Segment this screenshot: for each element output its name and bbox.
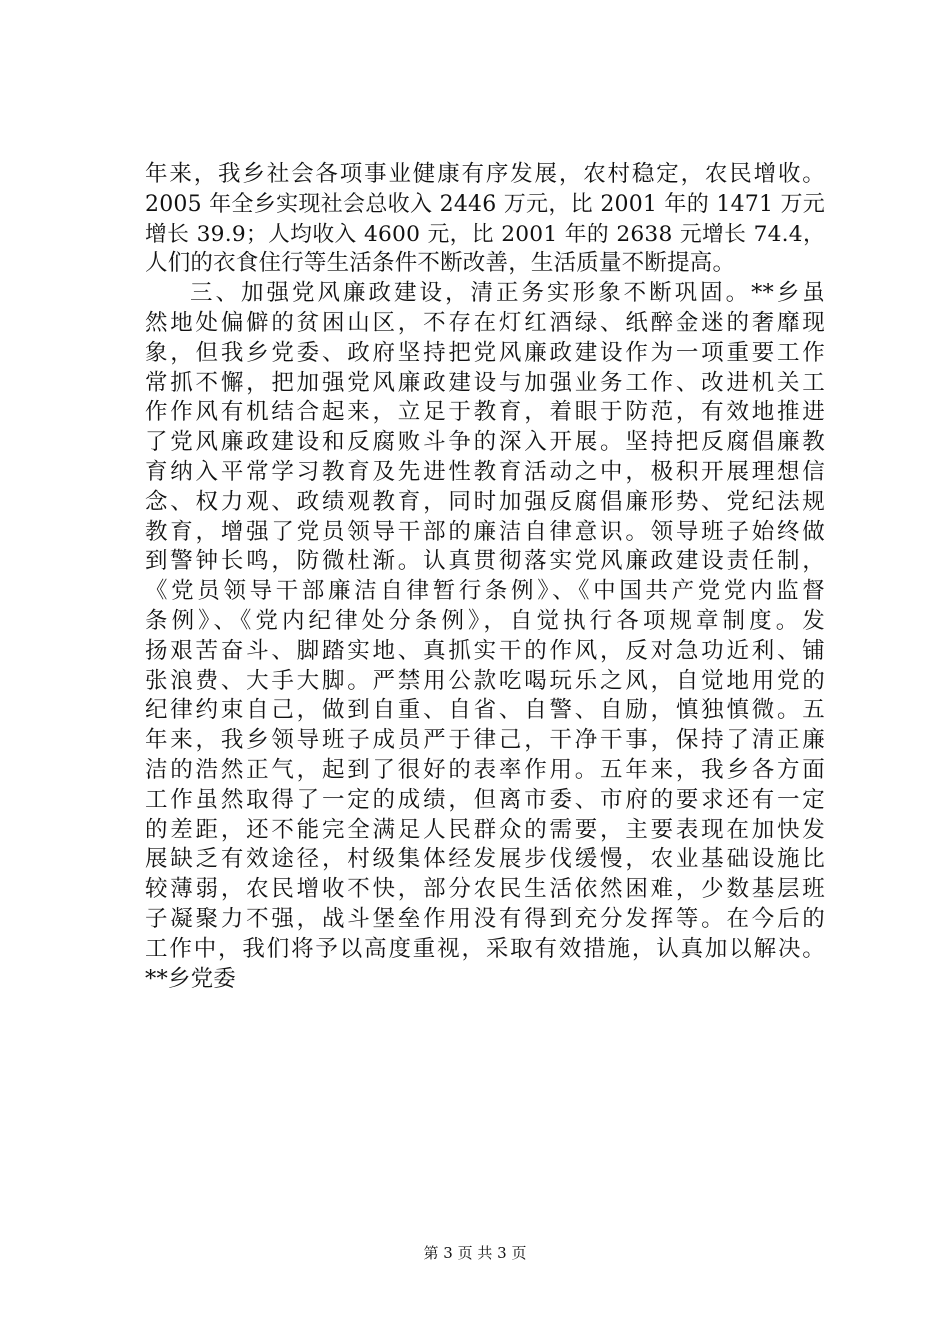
text-line: 工作中，我们将予以高度重视，采取有效措施，认真加以解决。 — [145, 935, 825, 962]
text-line: 作作风有机结合起来，立足于教育，着眼于防范，有效地推进 — [145, 399, 825, 426]
text-line: 教育，增强了党员领导干部的廉洁自律意识。领导班子始终做 — [145, 518, 825, 545]
signature-line: **乡党委 — [145, 965, 237, 992]
text-line: 到警钟长鸣，防微杜渐。认真贯彻落实党风廉政建设责任制， — [145, 548, 825, 575]
text-line: 较薄弱，农民增收不快，部分农民生活依然困难，少数基层班 — [145, 876, 825, 903]
text-line: 子凝聚力不强，战斗堡垒作用没有得到充分发挥等。在今后的 — [145, 905, 825, 932]
text-line: 纪律约束自己，做到自重、自省、自警、自励，慎独慎微。五 — [145, 697, 825, 724]
text-line: 条例》、《党内纪律处分条例》，自觉执行各项规章制度。发 — [145, 607, 825, 634]
text-line: 的差距，还不能完全满足人民群众的需要，主要表现在加快发 — [145, 816, 825, 843]
text-line: 洁的浩然正气，起到了很好的表率作用。五年来，我乡各方面 — [145, 756, 825, 783]
text-line: 张浪费、大手大脚。严禁用公款吃喝玩乐之风，自觉地用党的 — [145, 667, 825, 694]
section-heading-line: 三、加强党风廉政建设，清正务实形象不断巩固。**乡虽 — [190, 280, 825, 307]
text-line: 年来，我乡社会各项事业健康有序发展，农村稳定，农民增收。 — [145, 161, 825, 187]
text-line: 象，但我乡党委、政府坚持把党风廉政建设作为一项重要工作 — [145, 339, 825, 366]
text-line: 工作虽然取得了一定的成绩，但离市委、市府的要求还有一定 — [145, 786, 825, 813]
text-line: 年来，我乡领导班子成员严于律己，干净干事，保持了清正廉 — [145, 727, 825, 754]
text-line: 育纳入平常学习教育及先进性教育活动之中，极积开展理想信 — [145, 458, 825, 485]
text-line: 2005 年全乡实现社会总收入 2446 万元，比 2001 年的 1471 万元 — [145, 191, 825, 217]
text-line: 扬艰苦奋斗、脚踏实地、真抓实干的作风，反对急功近利、铺 — [145, 637, 825, 664]
text-line: 然地处偏僻的贫困山区，不存在灯红酒绿、纸醉金迷的奢靡现 — [145, 309, 825, 336]
text-line: 念、权力观、政绩观教育，同时加强反腐倡廉形势、党纪法规 — [145, 488, 825, 515]
text-line: 《党员领导干部廉洁自律暂行条例》、《中国共产党党内监督 — [145, 578, 825, 605]
text-line: 了党风廉政建设和反腐败斗争的深入开展。坚持把反腐倡廉教 — [145, 429, 825, 456]
text-line: 人们的衣食住行等生活条件不断改善，生活质量不断提高。 — [145, 250, 736, 277]
text-line: 增长 39.9；人均收入 4600 元，比 2001 年的 2638 元增长 74.4， — [145, 221, 825, 247]
page-number-footer: 第 3 页 共 3 页 — [423, 1244, 527, 1262]
text-line: 展缺乏有效途径，村级集体经发展步伐缓慢，农业基础设施比 — [145, 846, 825, 873]
text-line: 常抓不懈，把加强党风廉政建设与加强业务工作、改进机关工 — [145, 369, 825, 396]
body-text — [145, 160, 825, 994]
